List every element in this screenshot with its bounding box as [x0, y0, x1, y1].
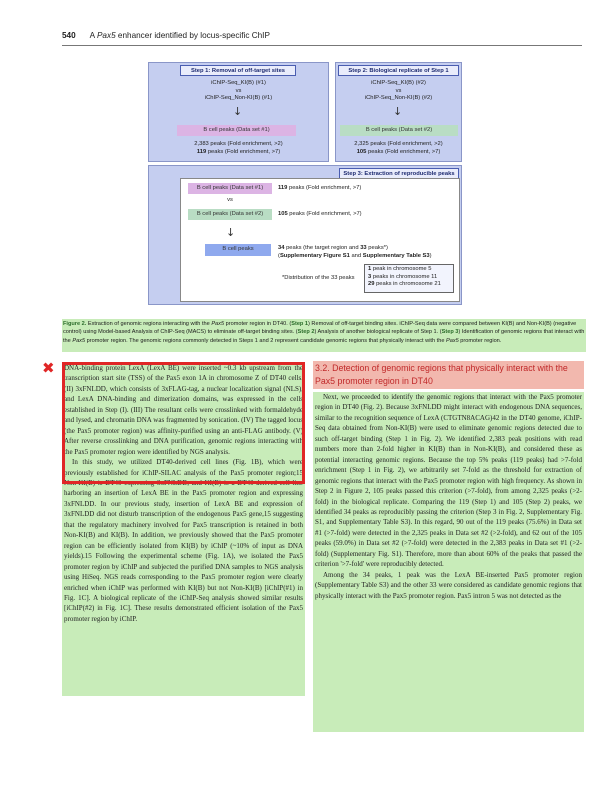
figure-caption: [62, 319, 586, 352]
step2-control: iChIP-Seq_Non-KI(B) (#2): [364, 95, 433, 101]
step2-vs: vs: [395, 87, 402, 94]
step1-vs: vs: [235, 87, 242, 94]
step3-ds2-text: peaks (Fold enrichment, >7): [287, 211, 362, 217]
running-header: [62, 31, 582, 45]
left-paragraph-2: In this study, we utilized DT40-derived cell lines (Fig. 1B), which were previously established for iChIP-SILAC analysis of the Pax5 promoter region;15 Non-KI(B) is DT40 expressing 3xFNLDD, and KI(B) is a DT40-derived cell line harboring an insertion of LexA BE in the Pax5 promoter region and expressing 3xFNLDD. In our previous study, insertion of LexA BE and expression of 3xFNLDD did not disturb transcription of the endogenous Pax5 gene,15 suggesting that the regulatory machinery involved for Pax5 transcription is retained in both Non-KI(B) and KI(B). In addition, we previously showed that the Pax5 promoter region can be efficiently isolated from KI(B) by iChIP (~10% of input as DNA yields).15 Following the experimental scheme (Fig. 1A), we isolated the Pax5 promoter region by iChIP and subjected the purified DNA samples to NGS analysis using HiSeq. NGS reads corresponding to the Pax5 promoter region were clearly enriched when iChIP was performed with KI(B) but not Non-KI(B) [iChIP(#1) in Fig. 1C]. A biological replicate of the iChIP-Seq analysis showed similar results [iChIP(#2) in Fig. 1C]. These results demonstrated efficient isolation of the Pax5 promoter region by iChIP.: [64, 458, 303, 623]
step1-stats: [150, 141, 327, 156]
dist-count: 1: [368, 266, 372, 272]
right-column: [313, 392, 584, 732]
dist-text: peaks in chromosome 11: [371, 273, 438, 280]
step3-result-mid: peaks (the target region and: [284, 245, 361, 251]
step3-and: and: [349, 252, 363, 259]
caption-gene: Pax5: [72, 337, 86, 344]
step3-title: Step 3: Extraction of reproducible peaks: [339, 168, 459, 179]
caption-step: Step 2: [297, 329, 315, 336]
step3-vs: vs: [227, 197, 233, 203]
step3-ds2-number: 105: [278, 211, 288, 217]
step2-stat-7fold-text: peaks (Fold enrichment, >7): [366, 148, 441, 155]
step3-dataset2-count: [278, 211, 448, 219]
caption-gene: Pax5: [211, 321, 225, 327]
step2-count-7fold: 105: [356, 148, 367, 155]
step3-supp-table: Supplementary Table S3: [362, 252, 430, 259]
dist-text: peaks in chromosome 21: [374, 281, 441, 287]
step2-sample: iChIP-Seq_KI(B) (#2): [371, 80, 426, 86]
step2-comparison: [337, 80, 460, 103]
step3-result-line2: [278, 253, 458, 261]
left-paragraph-1: DNA-binding protein LexA (LexA BE) were inserted ~0.3 kb upstream from the transcription start site (TSS) of the Pax5 exon 1A in chromosome Z of DT40 cells. (II) 3xFNLDD, which consists of 3xFLAG-tag, a nuclear localization signal (NLS), and LexA DNA-binding and dimerization domains, was expressed in the cells established in Step (I). (III) The resultant cells were crosslinked with formaldehyde and lysed, and chromatin DNA was fragmented by sonication. (IV) The tagged locus (the Pax5 promoter region) was affinity-purified using an anti-FLAG antibody. (V) After reverse crosslinking and DNA purification, genomic regions interacting with the Pax5 promoter region were identified by NGS analysis.: [64, 364, 303, 456]
caption-text: promoter region. The genomic regions commonly detected in Steps 1 and 2 represent candidate genomic regions that physically interact with the: [85, 337, 446, 344]
section-heading: 3.2. Detection of genomic regions that physically interact with the Pax5 promoter region in DT40: [313, 361, 584, 389]
step3-distribution-row: [368, 266, 450, 274]
caption-text: ) Identification of genomic regions that interact with the: [63, 329, 585, 344]
step3-result-line1: [278, 245, 458, 253]
caption-text: promoter region.: [458, 337, 502, 344]
step3-dataset1-chip: B cell peaks (Data set #1): [188, 183, 272, 194]
caption-text: ) Analysis of another biological replicate of Step 1. (: [314, 329, 442, 336]
step2-stat-2fold: 2,325 peaks (Fold enrichment, >2): [354, 141, 443, 147]
right-paragraph-1: Next, we proceeded to identify the genomic regions that interact with the Pax5 promoter region in DT40 (Fig. 2). Because 3xFNLDD might interact with endogenous DNA sequences, similar to the recognition sequence of LexA (CTGTN8ACAG)42 in the DT40 genome, iChIP-Seq data obtained from Non-KI(B) were used to eliminate genomic regions detected due to such off-target binding (Step 1 in Fig. 2). We identified 2,383 peak positions with read numbers more than 2-fold higher in KI(B) than in Non-KI(B), and considered these as potential interacting genomic regions. Because the top 5% peaks (119 peaks) had >7-fold enrichment (Step 1 in Fig. 2), we arbitrarily set 7-fold as the threshold for extraction of genomic regions that interact with the Pax5 promoter region with high frequency. As shown in Step 2 in Figure 2, 105 peaks passed this criterion (>7-fold), from among 2,325 peaks (>2-fold) in the biological replicate. Comparing the 119 (Step 1) and 105 (Step 2) peaks, we identified 34 peaks as reproducibly passing the criterion (Step 3 in Fig. 2, Supplementary Fig. S1, and Supplementary Table S3). In this regard, 90 out of the 119 peaks (75.6%) in Data set #1 (>7-fold) were detected in the 2,325 peaks in Data set #2 (>2-fold), and 62 out of the 105 peaks (59.0%) in Data set #2 (>7-fold) were detected in the 2,383 peaks in Data set #1 (>2-fold) (Supplementary Fig. S1). Therefore, more than about 60% of the peaks that passed the criterion '>7-fold' were reproducibly detected.: [315, 393, 582, 569]
step3-supp-figure: Supplementary Figure S1: [279, 252, 350, 259]
step1-count-7fold: 119: [196, 148, 207, 155]
step2-dataset-chip: B cell peaks (Data set #2): [340, 125, 458, 136]
header-title-post: enhancer identified by locus-specific ChIP: [115, 31, 270, 40]
header-title-pre: A: [89, 31, 97, 40]
step3-down-arrow-icon: ↓: [226, 226, 236, 239]
step2-stat-7fold: [337, 149, 460, 157]
step3-distribution-label: *Distribution of the 33 peaks: [282, 275, 355, 281]
step1-comparison: [150, 80, 327, 103]
step3-result-text: [278, 245, 458, 260]
dist-text: peak in chromosome 5: [371, 266, 432, 272]
step3-distribution-row: [368, 281, 450, 289]
highlight-box: [62, 362, 305, 484]
close-x-icon[interactable]: ✖: [42, 359, 55, 377]
caption-text: Extraction of genomic regions interacting with the: [86, 321, 212, 327]
step1-sample: iChIP-Seq_KI(B) (#1): [211, 80, 266, 86]
caption-step: Step 3: [441, 329, 459, 336]
step1-dataset-chip: B cell peaks (Data set #1): [177, 125, 296, 136]
step3-dataset2-chip: B cell peaks (Data set #2): [188, 209, 272, 220]
caption-text: promoter region in DT40. (: [224, 321, 292, 327]
step3-result-count2: 33: [360, 245, 367, 251]
page-number: 540: [62, 31, 76, 40]
step3-ds1-number: 119: [278, 185, 288, 191]
caption-gene: Pax5: [446, 337, 459, 344]
right-paragraph-2: Among the 34 peaks, 1 peak was the LexA BE-inserted Pax5 promoter region (Supplementary Table S3) and the other 33 were considered as candidate genomic regions that physically interact with the Pax5 promoter region. Pax5 intron 5 was not detected as the: [315, 570, 582, 600]
dist-count: 3: [368, 273, 372, 280]
step3-distribution-row: [368, 274, 450, 282]
caption-label: Figure 2.: [63, 321, 87, 327]
step3-paren-open: (: [278, 252, 280, 259]
caption-step: Step 1: [291, 321, 309, 327]
step2-title: Step 2: Biological replicate of Step 1: [338, 65, 459, 76]
step1-stat-2fold: 2,383 peaks (Fold enrichment, >2): [194, 141, 283, 147]
step2-stats: [337, 141, 460, 156]
step1-title: Step 1: Removal of off-target sites: [180, 65, 296, 76]
step1-control: iChIP-Seq_Non-KI(B) (#1): [204, 95, 273, 101]
step2-down-arrow-icon: ↓: [393, 105, 403, 118]
step3-result-end: peaks*): [366, 245, 388, 251]
header-title-gene: Pax5: [96, 31, 116, 40]
step3-distribution-box: [364, 264, 454, 293]
step3-paren-close: ): [429, 252, 432, 259]
step3-result-chip: B cell peaks: [205, 244, 271, 256]
step3-ds1-text: peaks (Fold enrichment, >7): [287, 185, 362, 191]
step3-result-count: 34: [278, 245, 285, 251]
step1-stat-7fold-text: peaks (Fold enrichment, >7): [206, 148, 281, 155]
caption-text: ) Removal of off-target binding sites. iChIP-Seq data were compared between KI(B) and Non-KI(B) (negative control) using Model-based Analysis of ChIP-Seq (MACS) to eliminate off-target binding sites. (: [63, 321, 577, 336]
step1-stat-7fold: [150, 149, 327, 157]
step3-dataset1-count: [278, 185, 448, 193]
dist-count: 29: [368, 281, 375, 287]
step1-down-arrow-icon: ↓: [233, 105, 243, 118]
header-rule: [62, 45, 582, 46]
